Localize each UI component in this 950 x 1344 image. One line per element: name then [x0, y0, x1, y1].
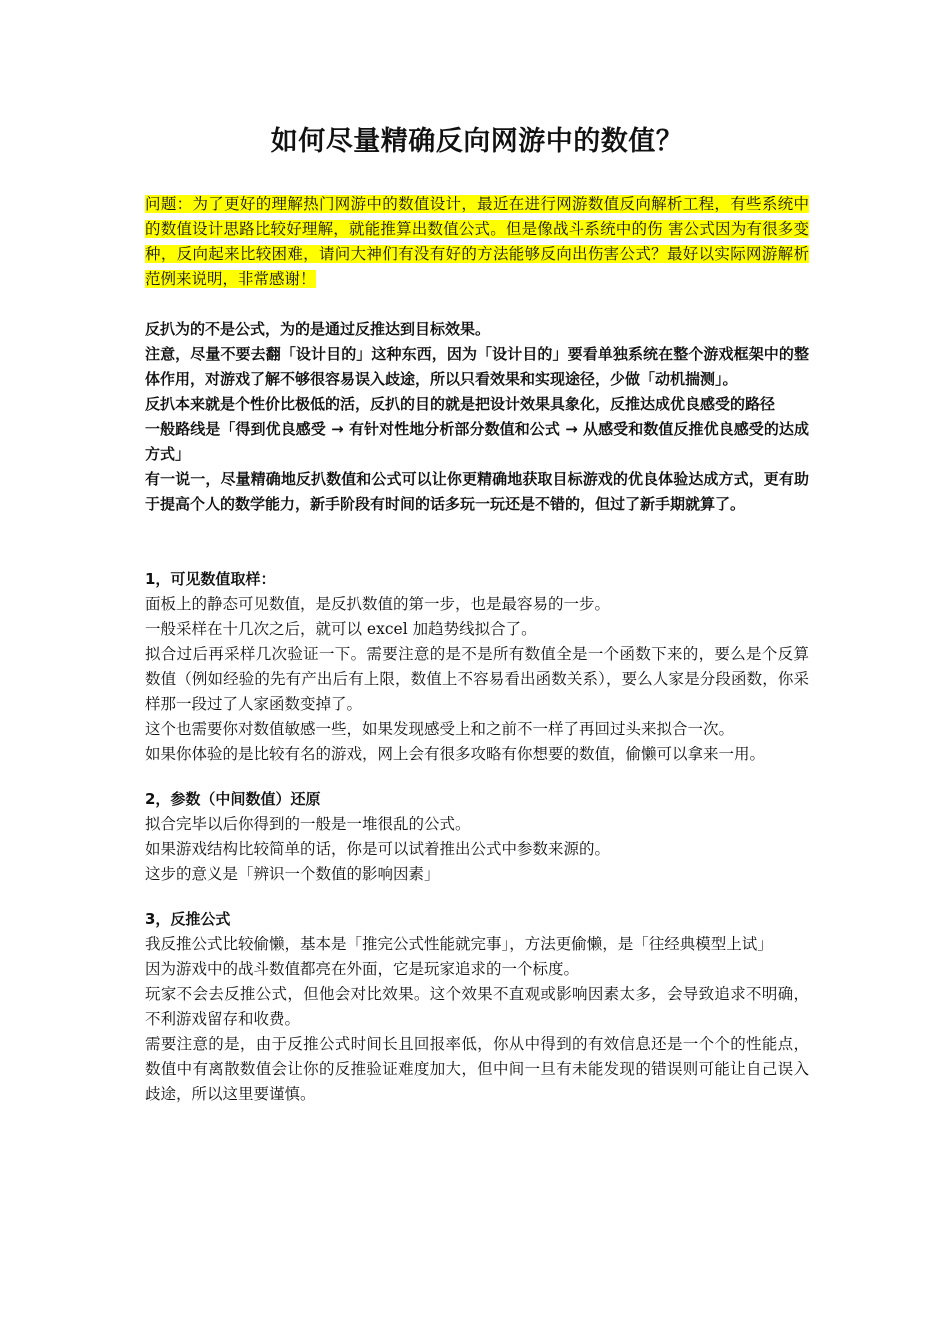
section-1-paragraph: 一般采样在十几次之后，就可以 excel 加趋势线拟合了。: [145, 620, 537, 638]
spacer: [145, 517, 809, 567]
section-3-paragraph: 需要注意的是，由于反推公式时间长且回报率低，你从中得到的有效信息还是一个个的性能点，数值中有离散数值会让你的反推验证难度加大，但中间一旦有未能发现的错误则可能让自己误入歧途，所以这里要谨慎。: [145, 1035, 809, 1103]
section-3-paragraph: 我反推公式比较偷懒，基本是「推完公式性能就完事」，方法更偷懒，是「往经典模型上试」: [145, 935, 773, 953]
question-highlight: 问题：为了更好的理解热门网游中的数值设计，最近在进行网游数值反向解析工程，有些系统中的数值设计思路比较好理解，就能推算出数值公式。但是像战斗系统中的伤 害公式因为有很多变种，反向起来比较困难，请问大神们有没有好的方法能够反向出伤害公式？最好以实际网游解析范例来说明，非常感谢！: [145, 195, 809, 288]
spacer: [145, 292, 809, 317]
question-paragraph: [145, 192, 809, 292]
section-1-heading: 1，可见数值取样：: [145, 570, 276, 588]
intro-paragraph-1: 反扒为的不是公式，为的是通过反推达到目标效果。: [145, 320, 491, 338]
section-3-paragraph: 因为游戏中的战斗数值都亮在外面，它是玩家追求的一个标度。: [145, 960, 580, 978]
intro-paragraph-4: 一般路线是「得到优良感受 → 有针对性地分析部分数值和公式 → 从感受和数值反推优良感受的达成方式」: [145, 420, 809, 463]
section-1-paragraph: 拟合过后再采样几次验证一下。需要注意的是不是所有数值全是一个函数下来的，要么是个反算数值（例如经验的先有产出后有上限，数值上不容易看出函数关系），要么人家是分段函数，你采样那一段过了人家函数变掉了。: [145, 645, 809, 713]
section-1-paragraph: 如果你体验的是比较有名的游戏，网上会有很多攻略有你想要的数值，偷懒可以拿来一用。: [145, 745, 766, 763]
section-1-paragraph: 这个也需要你对数值敏感一些，如果发现感受上和之前不一样了再回过头来拟合一次。: [145, 720, 735, 738]
section-1-paragraph: 面板上的静态可见数值，是反扒数值的第一步，也是最容易的一步。: [145, 595, 611, 613]
intro-paragraph-5: 有一说一，尽量精确地反扒数值和公式可以让你更精确地获取目标游戏的优良体验达成方式，更有助于提高个人的数学能力，新手阶段有时间的话多玩一玩还是不错的，但过了新手期就算了。: [145, 470, 809, 513]
document-title: 如何尽量精确反向网游中的数值？: [270, 126, 684, 157]
spacer: [145, 887, 809, 907]
section-3-paragraph: 玩家不会去反推公式，但他会对比效果。这个效果不直观或影响因素太多，会导致追求不明确，不利游戏留存和收费。: [145, 985, 809, 1028]
section-2-paragraph: 这步的意义是「辨识一个数值的影响因素」: [145, 865, 440, 883]
spacer: [145, 767, 809, 787]
section-2-paragraph: 拟合完毕以后你得到的一般是一堆很乱的公式。: [145, 815, 471, 833]
section-2-heading: 2，参数（中间数值）还原: [145, 790, 321, 808]
section-3-heading: 3，反推公式: [145, 910, 231, 928]
section-2-paragraph: 如果游戏结构比较简单的话，你是可以试着推出公式中参数来源的。: [145, 840, 611, 858]
intro-paragraph-2: 注意，尽量不要去翻「设计目的」这种东西，因为「设计目的」要看单独系统在整个游戏框架中的整体作用，对游戏了解不够很容易误入歧途，所以只看效果和实现途径，少做「动机揣测」。: [145, 345, 809, 388]
document-page: [145, 120, 809, 1107]
intro-paragraph-3: 反扒本来就是个性价比极低的活，反扒的目的就是把设计效果具象化，反推达成优良感受的路径: [145, 395, 776, 413]
